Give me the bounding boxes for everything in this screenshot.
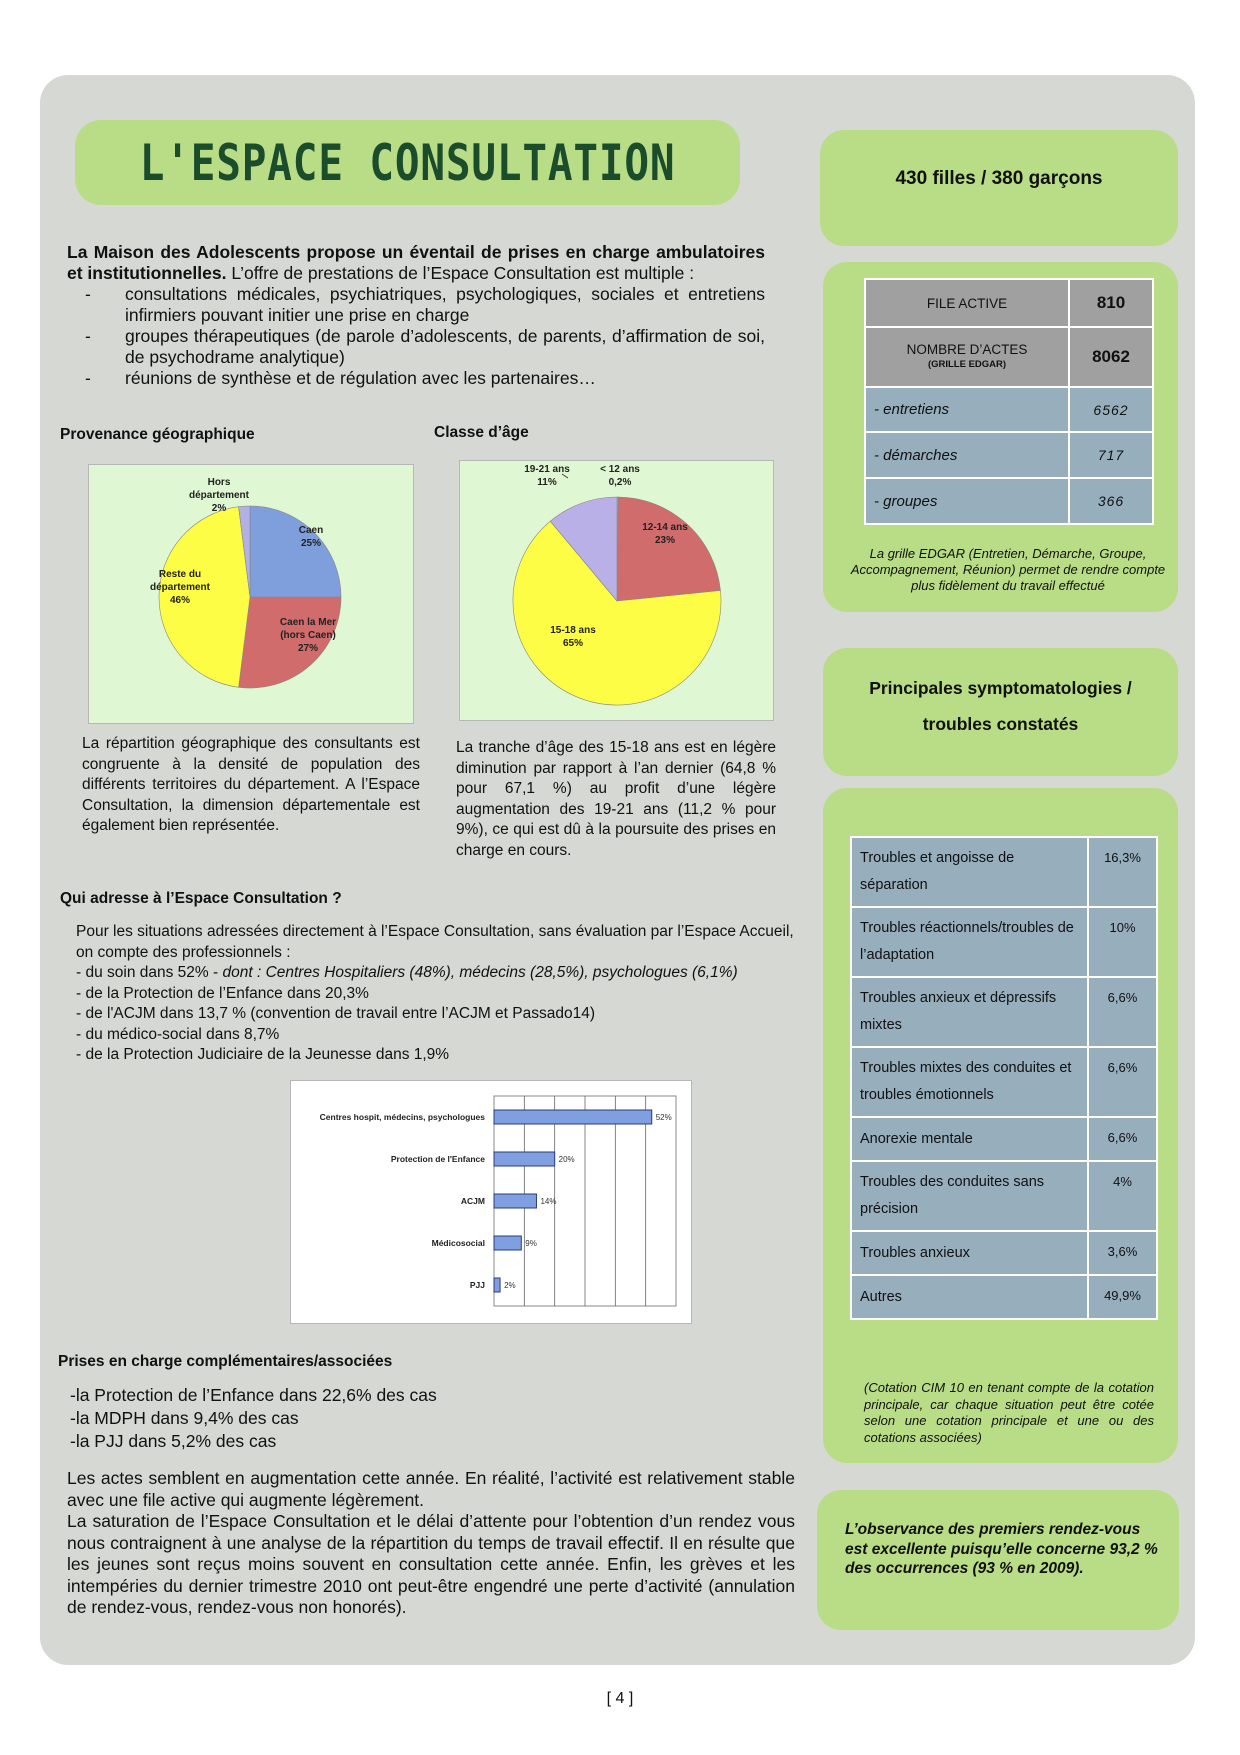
geo-pie-label: Hors département 2% — [188, 477, 250, 514]
symptom-value: 4% — [1088, 1161, 1157, 1231]
adresse-soin-detail: dont : Centres Hospitaliers (48%), médecins (28,5%), psychologues (6,1%) — [222, 964, 738, 981]
adresse-soin-prefix: - du soin dans 52% - — [76, 964, 223, 981]
symptom-row — [851, 1275, 1157, 1319]
symptom-label: Troubles anxieux et dépressifs mixtes — [851, 977, 1088, 1047]
symptom-label: Troubles des conduites sans précision — [851, 1161, 1088, 1231]
activity-row-label: - groupes — [865, 478, 1069, 524]
activity-row-label: - entretiens — [865, 387, 1069, 432]
symptom-label: Troubles réactionnels/troubles de l’adaptation — [851, 907, 1088, 977]
actes-label: NOMBRE D’ACTES — [906, 342, 1028, 357]
intro-lead-bold: La Maison des Adolescents propose un éventail de prises en charge ambulatoires et institutionnelles. — [67, 242, 765, 283]
observance-text: L’observance des premiers rendez-vous est excellente puisqu’elle concerne 93,2 % des occurrences (93 % en 2009). — [845, 1521, 1158, 1577]
cim-note: (Cotation CIM 10 en tenant compte de la cotation principale, car chaque situation peut être cotée selon une cotation principale et une ou des cotations associées) — [864, 1380, 1154, 1445]
file-active-value: 810 — [1069, 279, 1153, 327]
symptom-label: Troubles mixtes des conduites et troubles émotionnels — [851, 1047, 1088, 1117]
symptom-value: 16,3% — [1088, 837, 1157, 907]
prises-item: -la PJJ dans 5,2% des cas — [70, 1431, 277, 1451]
adresse-heading: Qui adresse à l’Espace Consultation ? — [60, 890, 342, 907]
edgar-note: La grille EDGAR (Entretien, Démarche, Groupe, Accompagnement, Réunion) permet de rendre compte plus fidèlement du travail effectué — [850, 546, 1166, 593]
observance-box — [817, 1490, 1179, 1630]
bar — [494, 1110, 652, 1124]
symptom-label: Troubles anxieux — [851, 1231, 1088, 1275]
prises-item: -la Protection de l’Enfance dans 22,6% des cas — [70, 1385, 437, 1405]
symptom-label: Autres — [851, 1275, 1088, 1319]
bar-value-label: 52% — [655, 1113, 672, 1122]
symptom-value: 6,6% — [1088, 1117, 1157, 1161]
symptom-row — [851, 907, 1157, 977]
geo-pie-label: Reste du département 46% — [149, 569, 211, 606]
bar-value-label: 14% — [540, 1197, 557, 1206]
activity-row-value: 6562 — [1069, 387, 1153, 432]
activity-row-value: 717 — [1069, 432, 1153, 478]
adresse-intro: Pour les situations adressées directement à l’Espace Consultation, sans évaluation par l’Espace Accueil, on compte des professionnels : — [76, 923, 794, 961]
page-number: [ 4 ] — [606, 1690, 634, 1707]
symptoms-table — [850, 836, 1158, 1320]
symptom-row — [851, 1117, 1157, 1161]
file-active-label: FILE ACTIVE — [865, 279, 1069, 327]
adresse-line: - de la Protection Judiciaire de la Jeunesse dans 1,9% — [76, 1046, 450, 1063]
gender-count: 430 filles / 380 garçons — [895, 168, 1103, 189]
geo-text: La répartition géographique des consultants est congruente à la densité de population des différents territoires du département. A l’Espace Consultation, la dimension départementale est également bien représentée. — [82, 735, 420, 834]
symptom-value: 6,6% — [1088, 1047, 1157, 1117]
actes-label-cell — [865, 327, 1069, 387]
symptom-value: 3,6% — [1088, 1231, 1157, 1275]
bar-category-label: ACJM — [460, 1196, 485, 1206]
conclusion-text — [67, 1468, 795, 1619]
geo-pie-label: Caen la Mer (hors Caen) 27% — [279, 617, 337, 654]
adresse-line: - de l'ACJM dans 13,7 % (convention de travail entre l’ACJM et Passado14) — [76, 1005, 596, 1022]
bar-category-label: Médicosocial — [431, 1238, 485, 1248]
symptom-label: Anorexie mentale — [851, 1117, 1088, 1161]
age-pie-label: 15-18 ans 65% — [550, 625, 596, 649]
intro-section — [67, 242, 765, 389]
bar — [494, 1278, 500, 1292]
table-row — [865, 327, 1153, 387]
symptom-value: 6,6% — [1088, 977, 1157, 1047]
intro-item: - consultations médicales, psychiatriques, psychologiques, sociales et entretiens infirmiers pouvant initier une prise en charge — [85, 284, 765, 326]
conclusion-p1: Les actes semblent en augmentation cette année. En réalité, l’activité est relativement stable avec une file active qui augmente légèrement. — [67, 1468, 795, 1510]
bar — [494, 1194, 536, 1208]
age-pie-label: < 12 ans 0,2% — [600, 464, 640, 488]
bar-value-label: 20% — [558, 1155, 575, 1164]
actes-value: 8062 — [1069, 327, 1153, 387]
geo-heading: Provenance géographique — [60, 426, 255, 443]
symptom-value: 49,9% — [1088, 1275, 1157, 1319]
prises-list — [70, 1384, 570, 1453]
symptom-row — [851, 1231, 1157, 1275]
activity-table — [864, 278, 1154, 525]
symptom-row — [851, 837, 1157, 907]
age-heading: Classe d’âge — [434, 424, 529, 441]
intro-item: - réunions de synthèse et de régulation avec les partenaires… — [85, 368, 765, 389]
geo-pie-svg — [89, 465, 415, 725]
age-text: La tranche d’âge des 15-18 ans est en légère diminution par rapport à l’an dernier (64,8 % pour 67,1 %) au profit d’une légère augmentation des 19-21 ans (11,2 % pour 9%), ce qui est dû à la poursuite des prises en charge en cours. — [456, 739, 776, 859]
table-row — [865, 478, 1153, 524]
adresse-soin-line — [76, 963, 798, 984]
bar-category-label: PJJ — [469, 1280, 485, 1290]
symptom-row — [851, 1047, 1157, 1117]
table-row — [865, 432, 1153, 478]
adresse-bar-chart — [290, 1080, 692, 1324]
age-pie-chart — [459, 460, 774, 721]
symptom-title-box — [823, 648, 1178, 776]
table-row — [865, 279, 1153, 327]
activity-row-label: - démarches — [865, 432, 1069, 478]
age-pie-label: 19-21 ans 11% — [524, 464, 570, 488]
age-pie-slice — [617, 497, 720, 601]
adresse-line: - du médico-social dans 8,7% — [76, 1025, 280, 1043]
bar — [494, 1152, 555, 1166]
bar-chart-svg — [291, 1081, 693, 1325]
bar-category-label: Centres hospit, médecins, psychologues — [319, 1112, 485, 1122]
intro-lead — [67, 242, 765, 284]
symptom-title-line2: troubles constatés — [922, 714, 1079, 734]
conclusion-p2: La saturation de l’Espace Consultation et le délai d’attente pour l’obtention d’un rendez vous nous contraignent à une analyse de la répartition du temps de travail effectif. Il en résulte que les jeunes sont reçus moins souvent en consultation cette année. Enfin, les grèves et les intempéries du dernier trimestre 2010 ont peut-être engendré une perte d’activité (annulation de rendez-vous, rendez-vous non honorés). — [67, 1511, 795, 1617]
intro-item: - groupes thérapeutiques (de parole d’adolescents, de parents, d’affirmation de soi, de psychodrame analytique) — [85, 326, 765, 368]
bar-value-label: 9% — [525, 1239, 537, 1248]
intro-lead-rest: L’offre de prestations de l’Espace Consultation est multiple : — [226, 263, 695, 283]
geo-pie-slice — [250, 506, 341, 597]
intro-list — [85, 284, 765, 389]
bar — [494, 1236, 521, 1250]
age-pie-label: 12-14 ans 23% — [642, 522, 688, 546]
symptom-row — [851, 1161, 1157, 1231]
symptom-title-line1: Principales symptomatologies / — [869, 678, 1132, 698]
bar-value-label: 2% — [504, 1281, 516, 1290]
prises-heading: Prises en charge complémentaires/associées — [58, 1353, 393, 1370]
bar-category-label: Protection de l'Enfance — [390, 1154, 485, 1164]
title-banner — [75, 120, 740, 205]
geo-pie-label: Caen 25% — [298, 525, 324, 549]
age-pie-svg — [460, 461, 775, 722]
activity-row-value: 366 — [1069, 478, 1153, 524]
symptom-label: Troubles et angoisse de séparation — [851, 837, 1088, 907]
geo-pie-chart — [88, 464, 414, 724]
geo-pie-slice — [239, 597, 341, 688]
adresse-section — [76, 922, 798, 1066]
symptom-row — [851, 977, 1157, 1047]
adresse-line: - de la Protection de l’Enfance dans 20,3% — [76, 984, 369, 1002]
symptom-value: 10% — [1088, 907, 1157, 977]
actes-sub: (GRILLE EDGAR) — [927, 359, 1007, 370]
prises-item: -la MDPH dans 9,4% des cas — [70, 1408, 299, 1428]
gender-box — [820, 130, 1178, 246]
table-row — [865, 387, 1153, 432]
page-title: L'ESPACE CONSULTATION — [139, 133, 676, 192]
